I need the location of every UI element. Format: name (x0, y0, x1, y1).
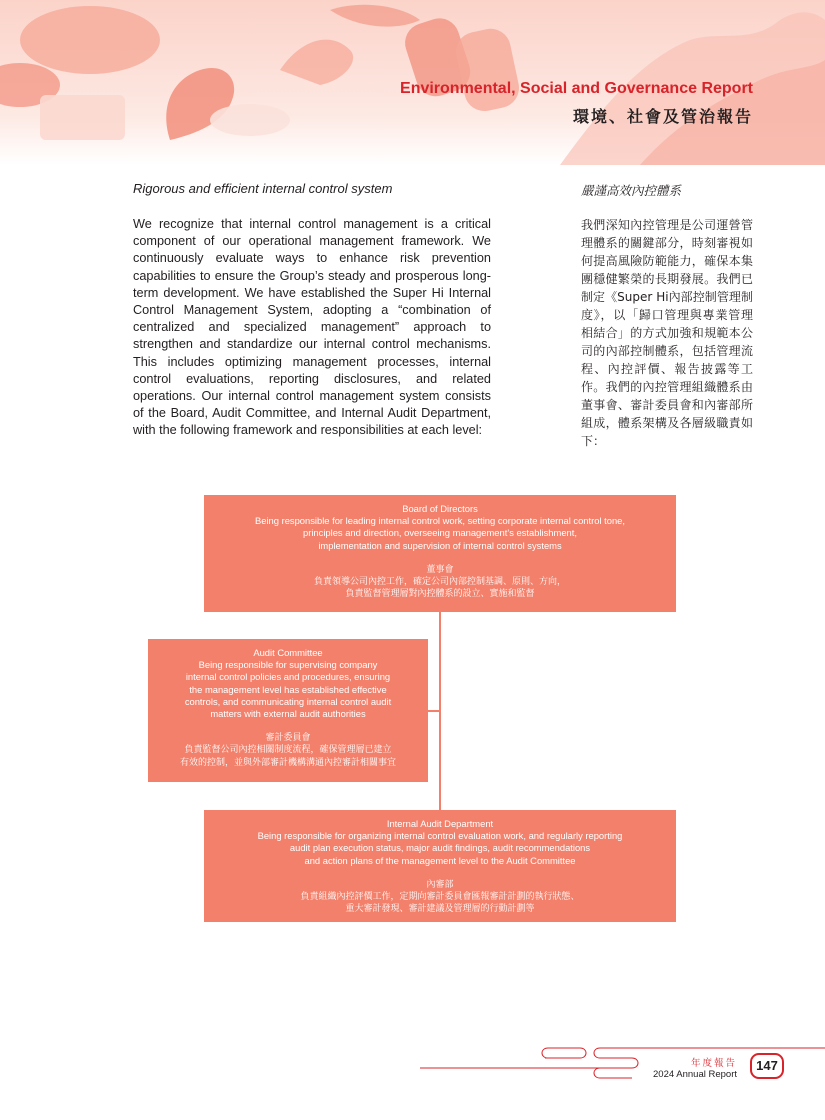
audit-committee-desc-en-line: internal control policies and procedures, ensuring (185, 671, 391, 683)
org-box-board-of-directors (204, 495, 676, 612)
internal-audit-title-zh: 內審部 (426, 879, 454, 890)
internal-audit-desc-en-line: Being responsible for organizing internal control evaluation work, and regularly reporting (257, 830, 623, 842)
section-body-en: We recognize that internal control management is a critical component of our operational management framework. We continuously evaluate ways to enhance risk prevention capabilities to ensure the Group’s steady and prosperous long-term development. We have established the Super Hi Internal Control Management System, adopting a “combination of centralized and specialized management” approach to strengthen and standardize our internal control mechanisms. This includes optimizing management processes, internal control evaluations, reporting disclosures, and related operations. Our internal control management system consists of the Board, Audit Committee, and Internal Audit Department, with the following framework and responsibilities at each level: (133, 217, 491, 438)
section-subtitle-zh: 嚴謹高效內控體系 (581, 183, 682, 198)
audit-committee-desc-zh-line: 負責監督公司內控相關制度流程，確保管理層已建立 (184, 745, 392, 756)
internal-audit-desc-zh-line: 重大審計發現、審計建議及管理層的行動計劃等 (345, 904, 535, 915)
audit-committee-desc-en-line: controls, and communicating internal control audit (184, 695, 392, 707)
audit-committee-desc-en-line: the management level has established effective (189, 683, 387, 695)
audit-committee-desc-zh-line: 有效的控制，並與外部審計機構溝通內控審計相關事宜 (179, 757, 396, 768)
board-desc-zh-line: 負責監督管理層對內控體系的設立、實施和監督 (345, 589, 535, 600)
internal-audit-desc-zh-line: 負責組織內控評價工作，定期向審計委員會匯報審計計劃的執行狀態、 (300, 892, 580, 903)
footer-label-en: 2024 Annual Report (653, 1069, 737, 1080)
board-title-zh: 董事會 (426, 564, 454, 575)
audit-committee-title-zh: 審計委員會 (265, 733, 311, 744)
internal-audit-desc-en-line: and action plans of the management level to the Audit Committee (304, 854, 576, 866)
org-box-audit-committee (148, 639, 428, 782)
board-desc-zh-line: 負責領導公司內控工作，確定公司內部控制基調、原則、方向， (313, 577, 566, 588)
internal-audit-title-en: Internal Audit Department (386, 818, 494, 829)
section-body-zh: 我們深知內控管理是公司運營管理體系的關鍵部分，時刻審視如何提高風險防範能力，確保本集團穩健繁榮的長期發展。我們已制定《Super Hi內部控制管理制度》，以「歸口管理與專業管理相結合」的方式加強和規範本公司的內部控制體系，包括管理流程、內控評價、報告披露等工作。我們的內控管理組織體系由董事會、審計委員會和內審部所組成，體系架構及各層級職責如下： (581, 218, 753, 448)
audit-committee-desc-en-line: Being responsible for supervising company (198, 659, 378, 671)
report-title-en: Environmental, Social and Governance Report (400, 80, 753, 97)
connector-horizontal (428, 710, 440, 712)
board-title-en: Board of Directors (402, 503, 478, 514)
section-subtitle-en: Rigorous and efficient internal control system (133, 181, 393, 196)
internal-audit-desc-en-line: audit plan execution status, major audit findings, audit recommendations (289, 842, 591, 854)
page-number: 147 (750, 1053, 784, 1079)
board-desc-en-line: implementation and supervision of internal control systems (318, 539, 562, 551)
board-desc-en-line: Being responsible for leading internal control work, setting corporate internal control tone, (254, 515, 625, 527)
audit-committee-desc-en-line: matters with external audit authorities (210, 708, 366, 720)
footer-label-zh: 年度報告 (690, 1058, 737, 1069)
report-title-zh: 環境、社會及管治報告 (572, 107, 753, 126)
org-box-internal-audit-department (204, 810, 676, 922)
board-desc-en-line: principles and direction, overseeing management’s establishment, (303, 527, 577, 539)
audit-committee-title-en: Audit Committee (253, 647, 323, 658)
